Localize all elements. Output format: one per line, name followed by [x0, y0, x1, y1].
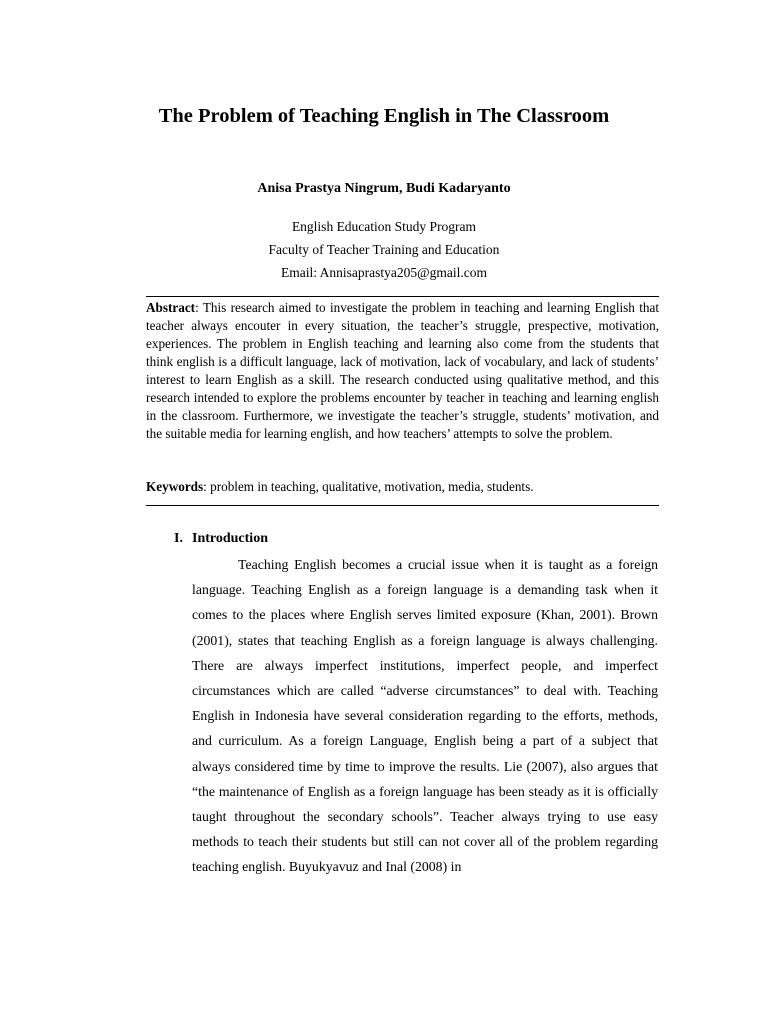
affiliation-email: Email: Annisaprastya205@gmail.com: [281, 265, 487, 280]
abstract-top-rule: [146, 296, 659, 297]
section-heading: [174, 530, 268, 548]
paper-title: The Problem of Teaching English in The Classroom: [158, 105, 610, 127]
section-title: Introduction: [192, 531, 268, 546]
keywords: [146, 478, 659, 496]
abstract-bottom-rule: [146, 505, 659, 506]
affiliation-faculty: Faculty of Teacher Training and Education: [268, 242, 500, 257]
keywords-text: : problem in teaching, qualitative, motivation, media, students.: [203, 479, 534, 494]
keywords-label: Keywords: [146, 479, 204, 494]
section-number: I.: [174, 531, 183, 546]
affiliation-program: English Education Study Program: [291, 219, 477, 234]
abstract-label: Abstract: [146, 300, 196, 315]
abstract: [146, 299, 659, 443]
paper-authors: Anisa Prastya Ningrum, Budi Kadaryanto: [257, 181, 511, 196]
introduction-body: Teaching English becomes a crucial issue when it is taught as a foreign language. Teaching English as a foreign language is a demanding task when it comes to the places where English serves limited exposure (Khan, 2001). Brown (2001), states that teaching English as a foreign language is always challenging. There are always imperfect institutions, imperfect people, and imperfect circumstances which are called “adverse circumstances” to deal with. Teaching English in Indonesia have several consideration regarding to the efforts, methods, and curriculum. As a foreign Language, English being a part of a subject that always considered time by time to improve the results. Lie (2007), also argues that “the maintenance of English as a foreign language has been steady as it is officially taught throughout the secondary schools”. Teacher always trying to use easy methods to teach their students but still can not cover all of the problem regarding teaching english. Buyukyavuz and Inal (2008) in: [192, 557, 658, 875]
abstract-text: : This research aimed to investigate the problem in teaching and learning English that teacher always encouter in every situation, the teacher’s struggle, prespective, motivation, experiences. The problem in English teaching and learning also come from the students that think english is a difficult language, lack of motivation, lack of vocabulary, and lack of students’ interest to learn English as a skill. The research conducted using qualitative method, and this research intended to explore the problems encounter by teacher in teaching and learning english in the classroom. Furthermore, we investigate the teacher’s struggle, students’ motivation, and the suitable media for learning english, and how teachers’ attempts to solve the problem.: [146, 300, 659, 441]
